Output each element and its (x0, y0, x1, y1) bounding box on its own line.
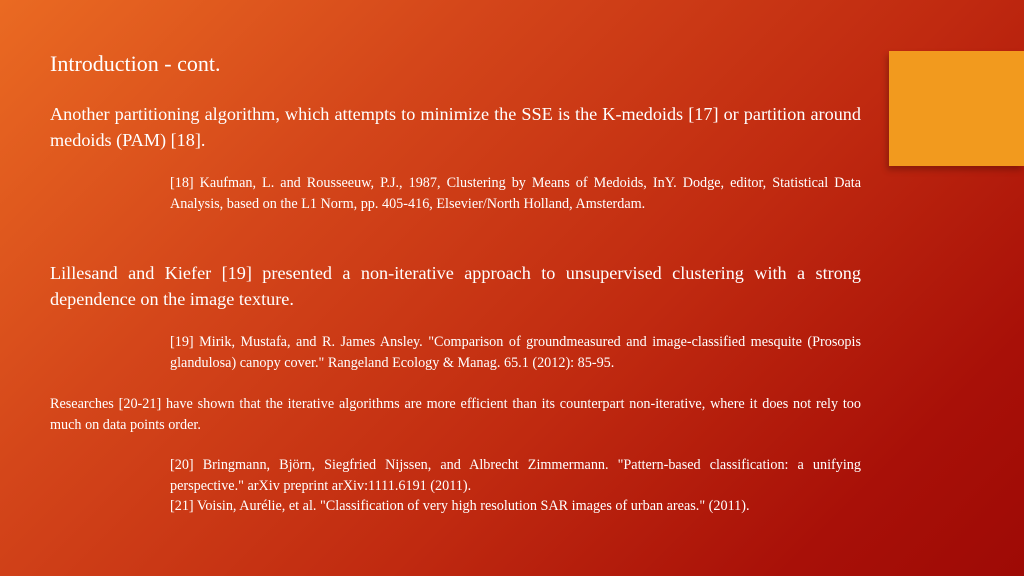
reference-18: [18] Kaufman, L. and Rousseeuw, P.J., 1987, Clustering by Means of Medoids, InY. Dodge, editor, Statistical Data Analysis, based on the L1 Norm, pp. 405-416, Elsevier/North Holland, Amsterdam. (170, 175, 861, 212)
slide-title: Introduction - cont. (50, 51, 221, 76)
paragraph-lillesand-kiefer: Lillesand and Kiefer [19] presented a non-iterative approach to unsupervised clustering with a strong dependence on the image texture. (50, 263, 861, 309)
accent-box (889, 51, 1024, 166)
reference-20: [20] Bringmann, Björn, Siegfried Nijssen, and Albrecht Zimmermann. "Pattern-based classification: a unifying perspective." arXiv preprint arXiv:1111.6191 (2011). (170, 457, 861, 494)
reference-19: [19] Mirik, Mustafa, and R. James Ansley. "Comparison of groundmeasured and image-classified mesquite (Prosopis glandulosa) canopy cover." Rangeland Ecology & Manag. 65.1 (2012): 85-95. (170, 334, 861, 371)
paragraph-researches: Researches [20-21] have shown that the iterative algorithms are more efficient than its counterpart non-iterative, where it does not rely too much on data points order. (50, 396, 861, 433)
reference-21: [21] Voisin, Aurélie, et al. "Classification of very high resolution SAR images of urban areas." (2011). (170, 498, 750, 514)
paragraph-kmedoids: Another partitioning algorithm, which attempts to minimize the SSE is the K-medoids [17] or partition around medoids (PAM) [18]. (50, 104, 861, 150)
